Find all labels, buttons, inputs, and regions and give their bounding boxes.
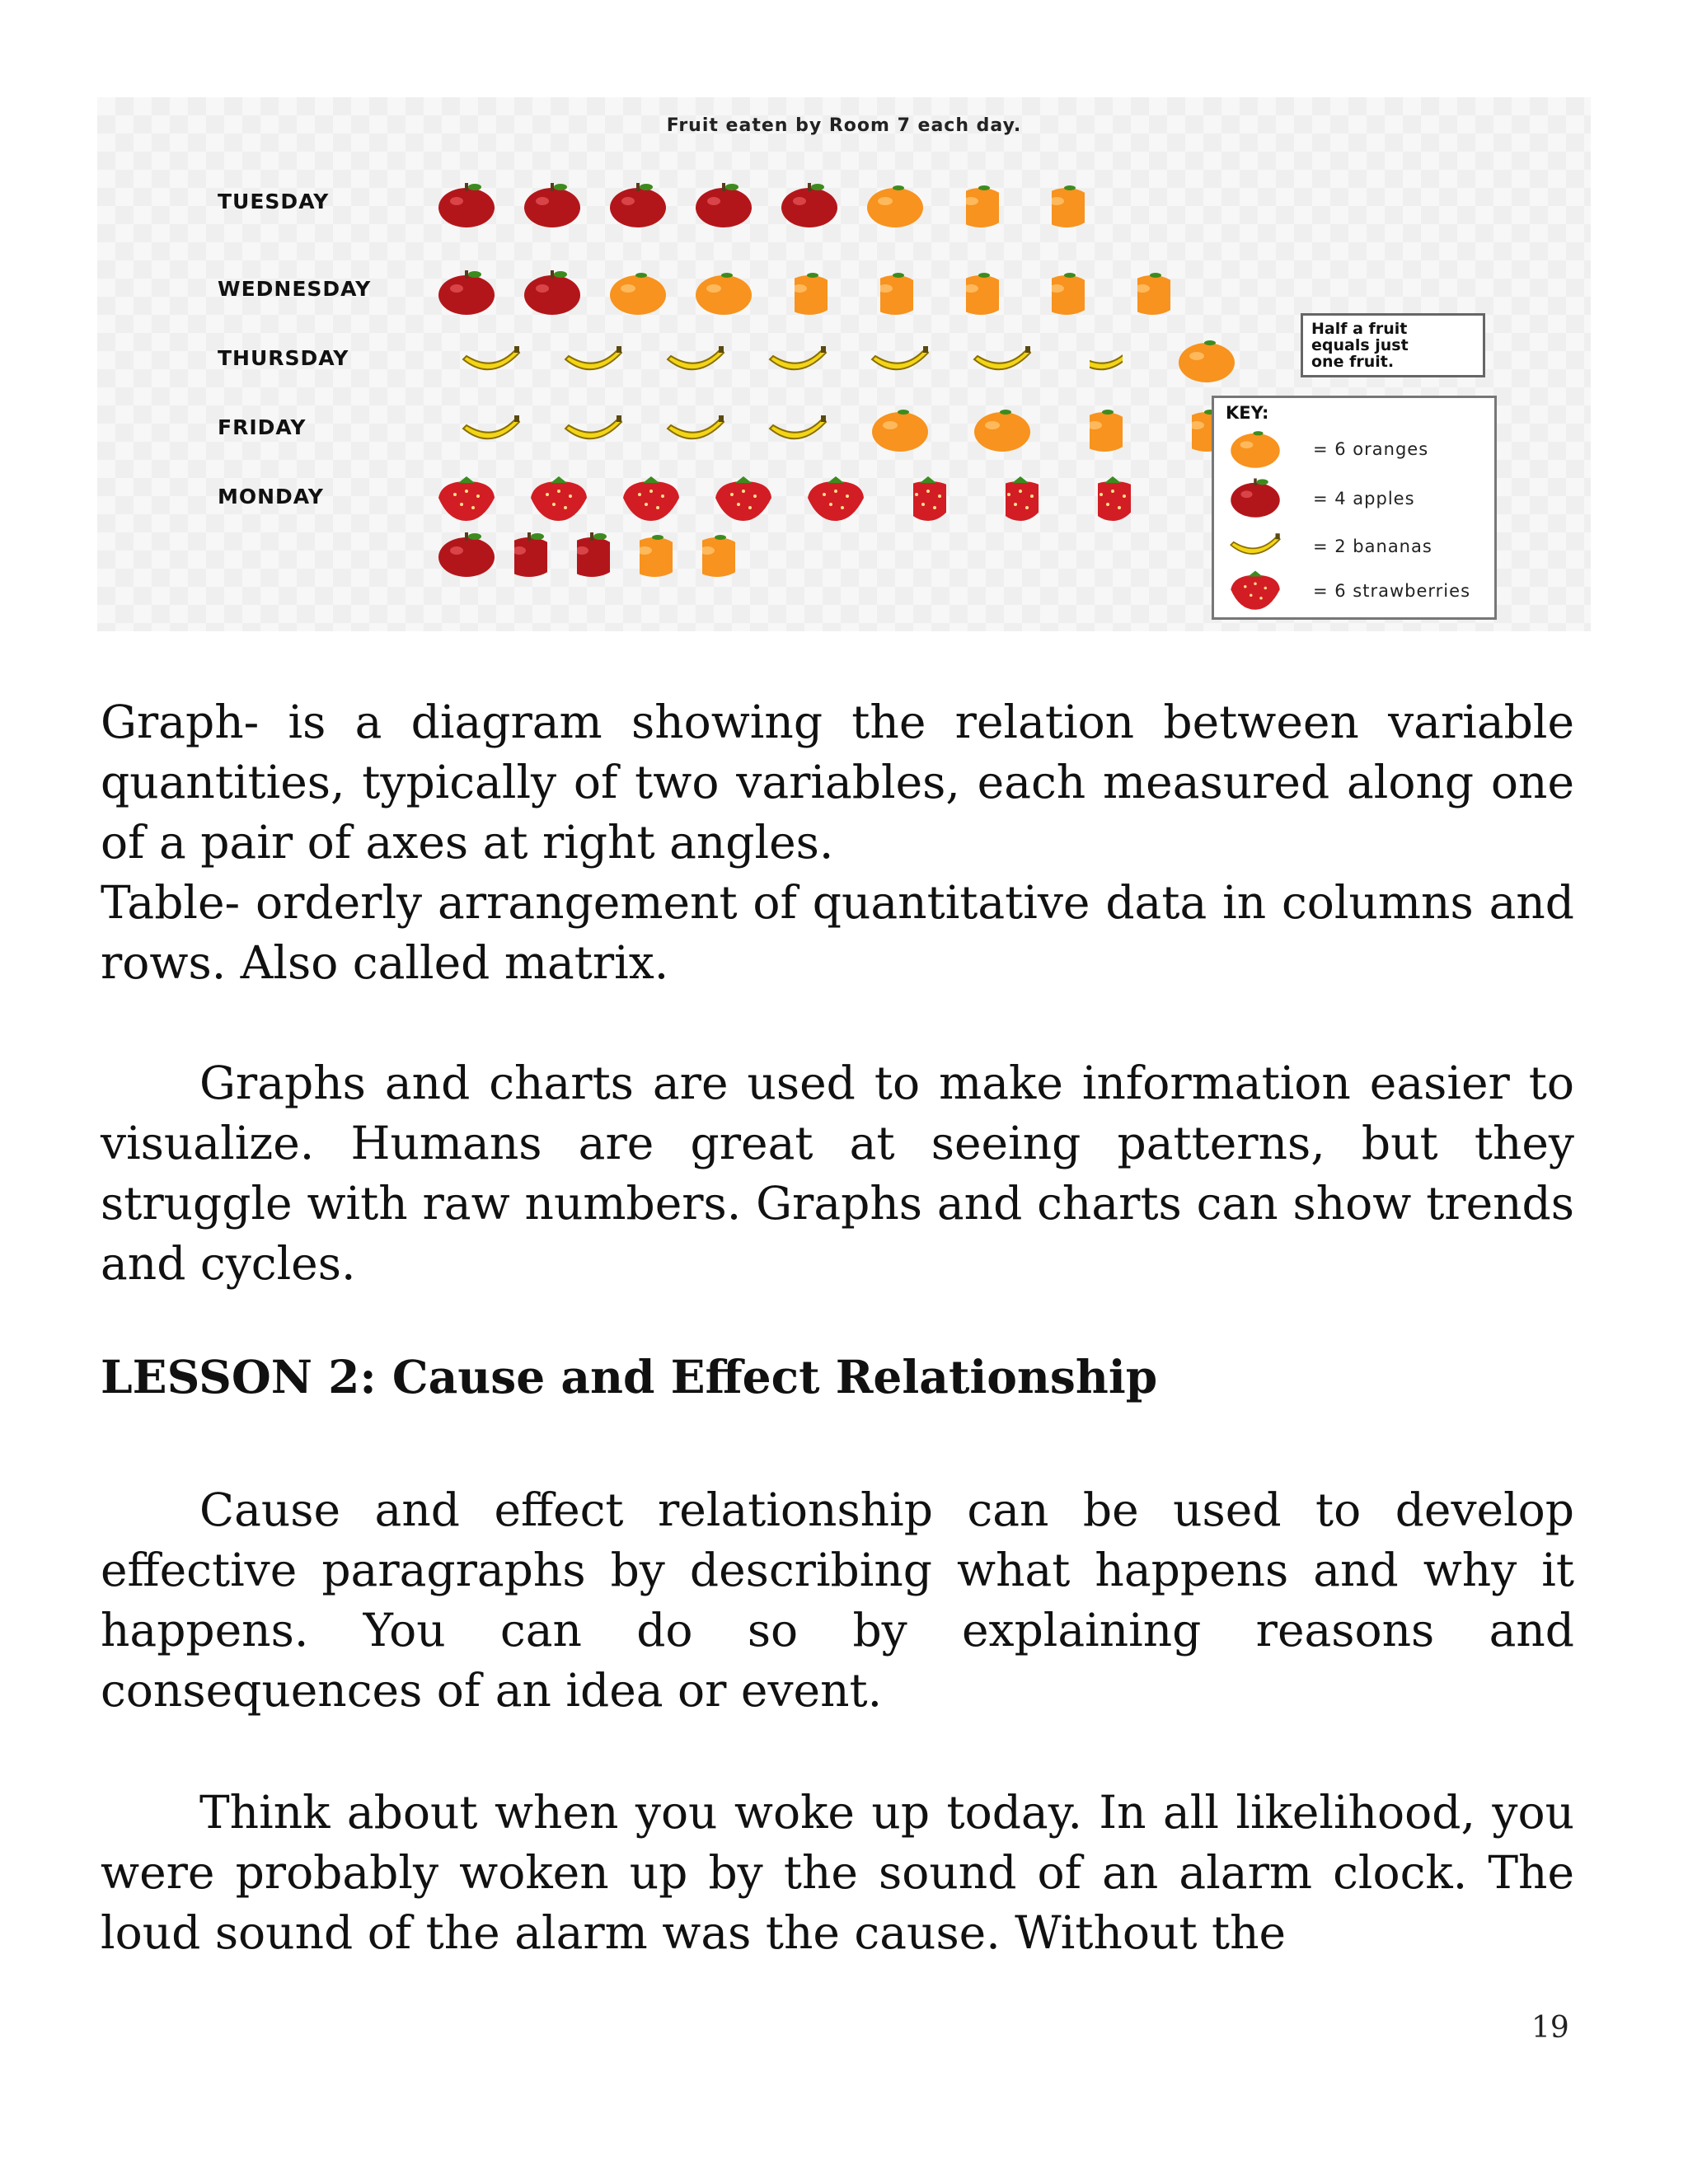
strawberry-icon (613, 473, 689, 526)
half-banana-icon (1067, 335, 1142, 387)
orange-icon (862, 404, 938, 457)
half-orange-icon (1029, 180, 1104, 232)
key-item-text: = 6 strawberries (1313, 581, 1471, 601)
apple-icon (1222, 476, 1288, 522)
strawberry-icon (798, 473, 874, 526)
banana-icon (760, 404, 836, 457)
day-label-thursday: THURSDAY (218, 346, 349, 370)
half-orange-icon (1029, 267, 1104, 320)
banana-icon (760, 335, 836, 387)
orange-icon (600, 267, 676, 320)
paragraph-cause-effect: Cause and effect relationship can be used to develop effective paragraphs by describing what happens and why it happens. You can do so by explaining reasons and consequences of an idea or event. (101, 1483, 1574, 1717)
day-label-tuesday: TUESDAY (218, 190, 330, 213)
key-item-apples (1222, 476, 1494, 522)
paragraph-alarm-clock: Think about when you woke up today. In all likelihood, you were probably woken up by the sound of an alarm clock. The loud sound of the alarm was the cause. Without the (101, 1786, 1574, 1959)
half-orange-icon (1114, 267, 1190, 320)
strawberry-icon (706, 473, 781, 526)
half-orange-icon (1067, 404, 1142, 457)
half-orange-icon (771, 267, 847, 320)
key-item-text: = 2 bananas (1313, 537, 1432, 556)
apple-icon (429, 180, 504, 232)
banana-icon (658, 404, 734, 457)
orange-icon (1169, 335, 1245, 387)
apple-icon (600, 180, 676, 232)
paragraph-graphs-charts: Graphs and charts are used to make information easier to visualize. Humans are great at seeing patterns, but they struggle with raw numbers. Graphs and charts can show trends and cycles. (101, 1057, 1574, 1290)
apple-icon (429, 267, 504, 320)
orange-icon (1222, 426, 1288, 472)
apple-icon (771, 180, 847, 232)
half-fruit-note (1301, 313, 1485, 377)
banana-icon (658, 335, 734, 387)
half-strawberry-icon (890, 473, 966, 526)
pictograph-key (1212, 396, 1497, 620)
half-orange-icon (943, 267, 1019, 320)
half-strawberry-icon (982, 473, 1058, 526)
strawberry-icon (429, 473, 504, 526)
key-title: KEY: (1226, 403, 1269, 423)
apple-icon (686, 180, 762, 232)
half-strawberry-icon (1075, 473, 1151, 526)
half-orange-icon (679, 529, 755, 582)
banana-icon (1222, 523, 1288, 569)
banana-icon (453, 404, 529, 457)
banana-icon (964, 335, 1040, 387)
note-line: Half a fruit (1311, 320, 1408, 338)
half-orange-icon (857, 267, 933, 320)
lesson-heading: LESSON 2: Cause and Effect Relationship (101, 1350, 1158, 1404)
key-item-text: = 4 apples (1313, 489, 1415, 509)
pictograph-title: Fruit eaten by Room 7 each day. (666, 115, 1022, 136)
day-label-wednesday: WEDNESDAY (218, 277, 372, 301)
orange-icon (857, 180, 933, 232)
paragraph-table-definition: Table- orderly arrangement of quantitative data in columns and rows. Also called matrix. (101, 876, 1574, 989)
key-item-strawberries (1222, 568, 1494, 614)
note-line: equals just (1311, 336, 1409, 354)
key-item-bananas (1222, 523, 1494, 569)
banana-icon (556, 335, 631, 387)
orange-icon (686, 267, 762, 320)
key-item-text: = 6 oranges (1313, 439, 1429, 459)
strawberry-icon (521, 473, 597, 526)
day-label-monday: MONDAY (218, 485, 324, 509)
banana-icon (453, 335, 529, 387)
half-orange-icon (943, 180, 1019, 232)
banana-icon (556, 404, 631, 457)
page-number: 19 (1531, 2011, 1569, 2045)
banana-icon (862, 335, 938, 387)
paragraph-graph-definition: Graph- is a diagram showing the relation between variable quantities, typically of two variables, each measured along one of a pair of axes at right angles. (101, 696, 1574, 869)
apple-icon (514, 267, 590, 320)
note-line: one fruit. (1311, 353, 1395, 371)
day-label-friday: FRIDAY (218, 415, 307, 439)
pictograph-figure (97, 97, 1591, 631)
strawberry-icon (1222, 568, 1288, 614)
key-item-oranges (1222, 426, 1494, 472)
apple-icon (514, 180, 590, 232)
orange-icon (964, 404, 1040, 457)
